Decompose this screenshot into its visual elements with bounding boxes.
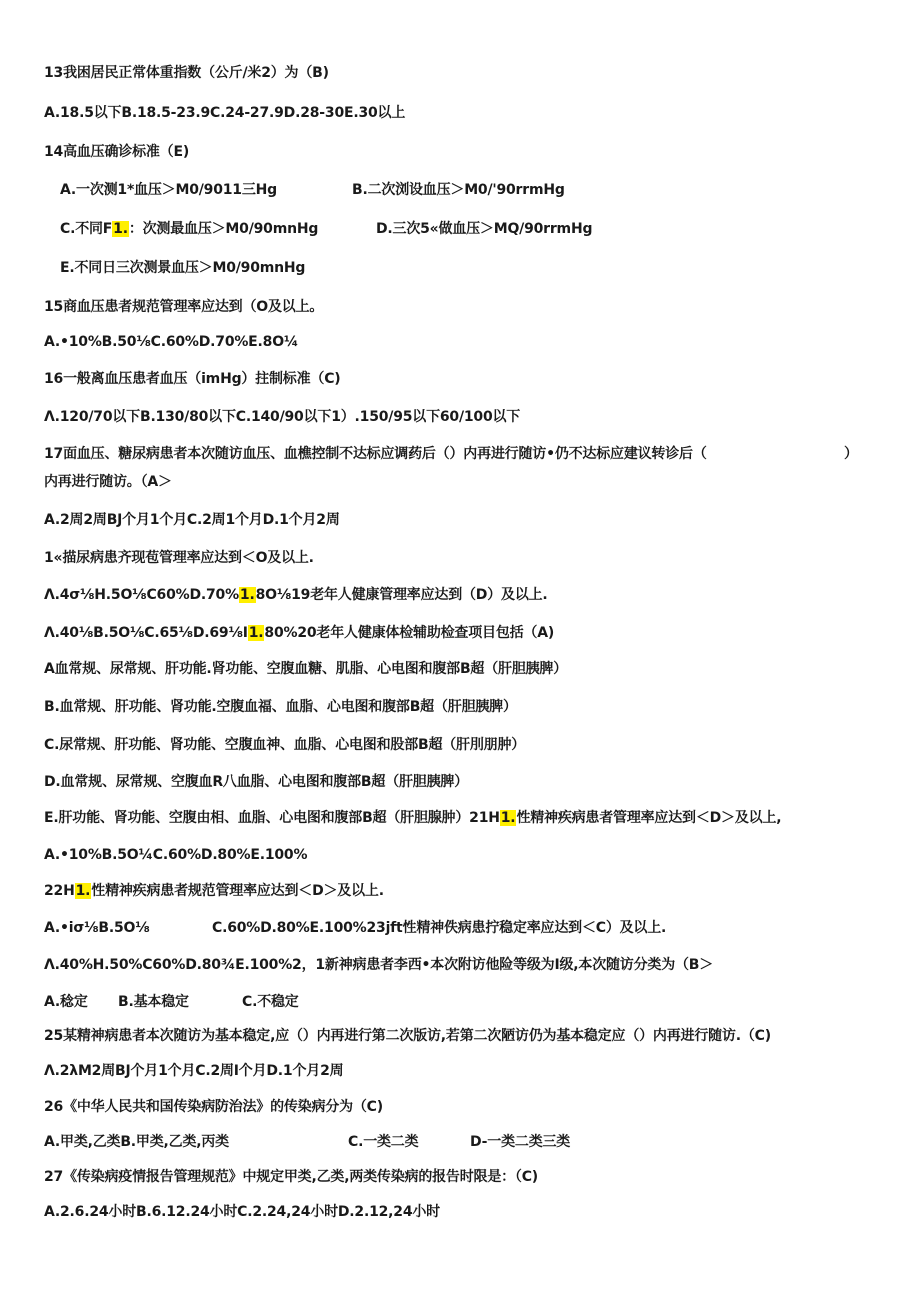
question-20-option-b: B.血常规、肝功能、肾功能.空腹血福、血脂、心电图和腹部B超（肝胆胰脾） (44, 699, 517, 715)
question-20-option-e (44, 809, 781, 827)
highlight-mark: 1. (113, 221, 128, 237)
question-24-option-a: A.稔定 (44, 994, 88, 1010)
question-27: 27《传染病疫情报告管理规范》中规定甲类,乙类,两类传染病的报告时限是：（C) (44, 1169, 538, 1185)
question-14-option-c (60, 220, 318, 238)
question-14-option-b: B.二次浏设血压＞M0/'90rrmHg (352, 182, 565, 198)
highlight-mark: 1. (239, 587, 255, 603)
question-18-options (44, 586, 548, 604)
question-16: 16一般离血压患者血压（imHg）拄制标准（C) (44, 371, 341, 387)
question-13-options: A.18.5以下B.18.5-23.9C.24-27.9D.28-30E.30以上 (44, 105, 406, 121)
highlight-mark: 1. (248, 625, 264, 641)
question-21-options: A.•10%B.5O¼C.60%D.80%E.100% (44, 847, 308, 863)
q18-options-suffix: 8O⅛19老年人健康管理率应达到（D）及以上. (255, 587, 548, 603)
question-16-options: Λ.120/70以下B.130/80以下C.140/90以下1）.150/95以下60/100以下 (44, 409, 521, 425)
question-18: 1«描尿病患齐现苞管理率应达到＜O及以上. (44, 550, 314, 566)
question-26: 26《中华人民共和国传染病防治法》的传染病分为（C) (44, 1099, 383, 1115)
question-24-option-c: C.不稳定 (242, 994, 299, 1010)
question-14-option-a: A.一次测1*血压＞M0/9011三Hg (60, 182, 277, 198)
question-14: 14高血压确诊标准（E) (44, 144, 190, 160)
question-19-options (44, 624, 554, 642)
question-27-options: A.2.6.24小时B.6.12.24小时C.2.24,24小时D.2.12,24小时 (44, 1204, 440, 1220)
question-22-options-left: A.•iσ⅛B.5O⅛ (44, 920, 150, 936)
question-26-option-ab: A.甲类,乙类B.甲类,乙类,丙类 (44, 1134, 229, 1150)
q18-options-prefix: Λ.4σ⅛H.5O⅛C60%D.70% (44, 587, 239, 603)
question-22-options-right: C.60%D.80%E.100%23jft性精神佚病患拧稳定率应达到＜C）及以上. (212, 920, 667, 936)
question-24-option-b: B.基本稳定 (118, 994, 189, 1010)
question-23-options: Λ.40%H.50%C60%D.80¾E.100%2，1新神病患者李西•本次附访他险等级为I级,本次随访分类为（B＞ (44, 957, 714, 973)
highlight-mark: 1. (500, 810, 516, 826)
question-13: 13我困居民正常体重指数（公斤/米2）为（B) (44, 65, 329, 81)
q20-e-prefix: E.肝功能、肾功能、空腹由相、血脂、心电图和腹部B超（肝胆腺肿）21H (44, 810, 500, 826)
question-20-option-c: C.尿常规、肝功能、肾功能、空腹血神、血脂、心电图和股部B超（肝刖朋肿） (44, 737, 526, 753)
option-c-suffix: ：次测最血压＞M0/90mnHg (128, 221, 319, 237)
option-c-prefix: C.不同F (60, 221, 113, 237)
question-20-option-d: D.血常规、尿常规、空腹血R八血脂、心电图和腹部B超（肝胆胰脾） (44, 774, 468, 790)
question-17-options: A.2周2周BJ个月1个月C.2周1个月D.1个月2周 (44, 512, 340, 528)
question-17-line-2: 内再进行随访。（A＞ (44, 474, 172, 490)
question-26-option-c: C.一类二类 (348, 1134, 419, 1150)
q19-options-prefix: Λ.40⅛B.5O⅛C.65⅛D.69⅛I (44, 625, 248, 641)
question-15-options: A.•10%B.50⅛C.60%D.70%E.8O¼ (44, 334, 299, 350)
q22-prefix: 22H (44, 883, 75, 899)
question-25-options: Λ.2λM2周BJ个月1个月C.2周I个月D.1个月2周 (44, 1063, 344, 1079)
q22-suffix: 性精神疾病患者规范管理率应达到＜D＞及以上. (91, 883, 384, 899)
question-14-option-d: D.三次5«做血压＞MQ/90rrmHg (376, 221, 593, 237)
q20-e-suffix: 性精神疾病患者管理率应达到＜D＞及以上, (516, 810, 782, 826)
q19-options-suffix: 80%20老年人健康体检辅助检查项目包括（A) (264, 625, 555, 641)
question-17-close-paren: ） (844, 446, 858, 462)
highlight-mark: 1. (75, 883, 91, 899)
question-15: 15商血压患者规范管理率应达到（O及以上。 (44, 299, 324, 315)
question-25: 25某精神病患者本次随访为基本稳定,应（）内再进行第二次版访,若第二次陋访仍为基本稳定应（）内再进行随访.（C) (44, 1028, 771, 1044)
question-20-option-a: A血常规、尿常规、肝功能.肾功能、空腹血糖、肌脂、心电图和腹部B超（肝胆胰脾） (44, 661, 568, 677)
question-22 (44, 882, 384, 900)
question-26-option-d: D-一类二类三类 (470, 1134, 571, 1150)
question-14-option-e: E.不同日三次测景血压＞M0/90mnHg (60, 260, 306, 276)
question-17-line-1: 17面血压、糖尿病患者本次随访血压、血樵控制不达标应调药后（）内再进行随访•仍不达标应建议转诊后（ (44, 446, 707, 462)
